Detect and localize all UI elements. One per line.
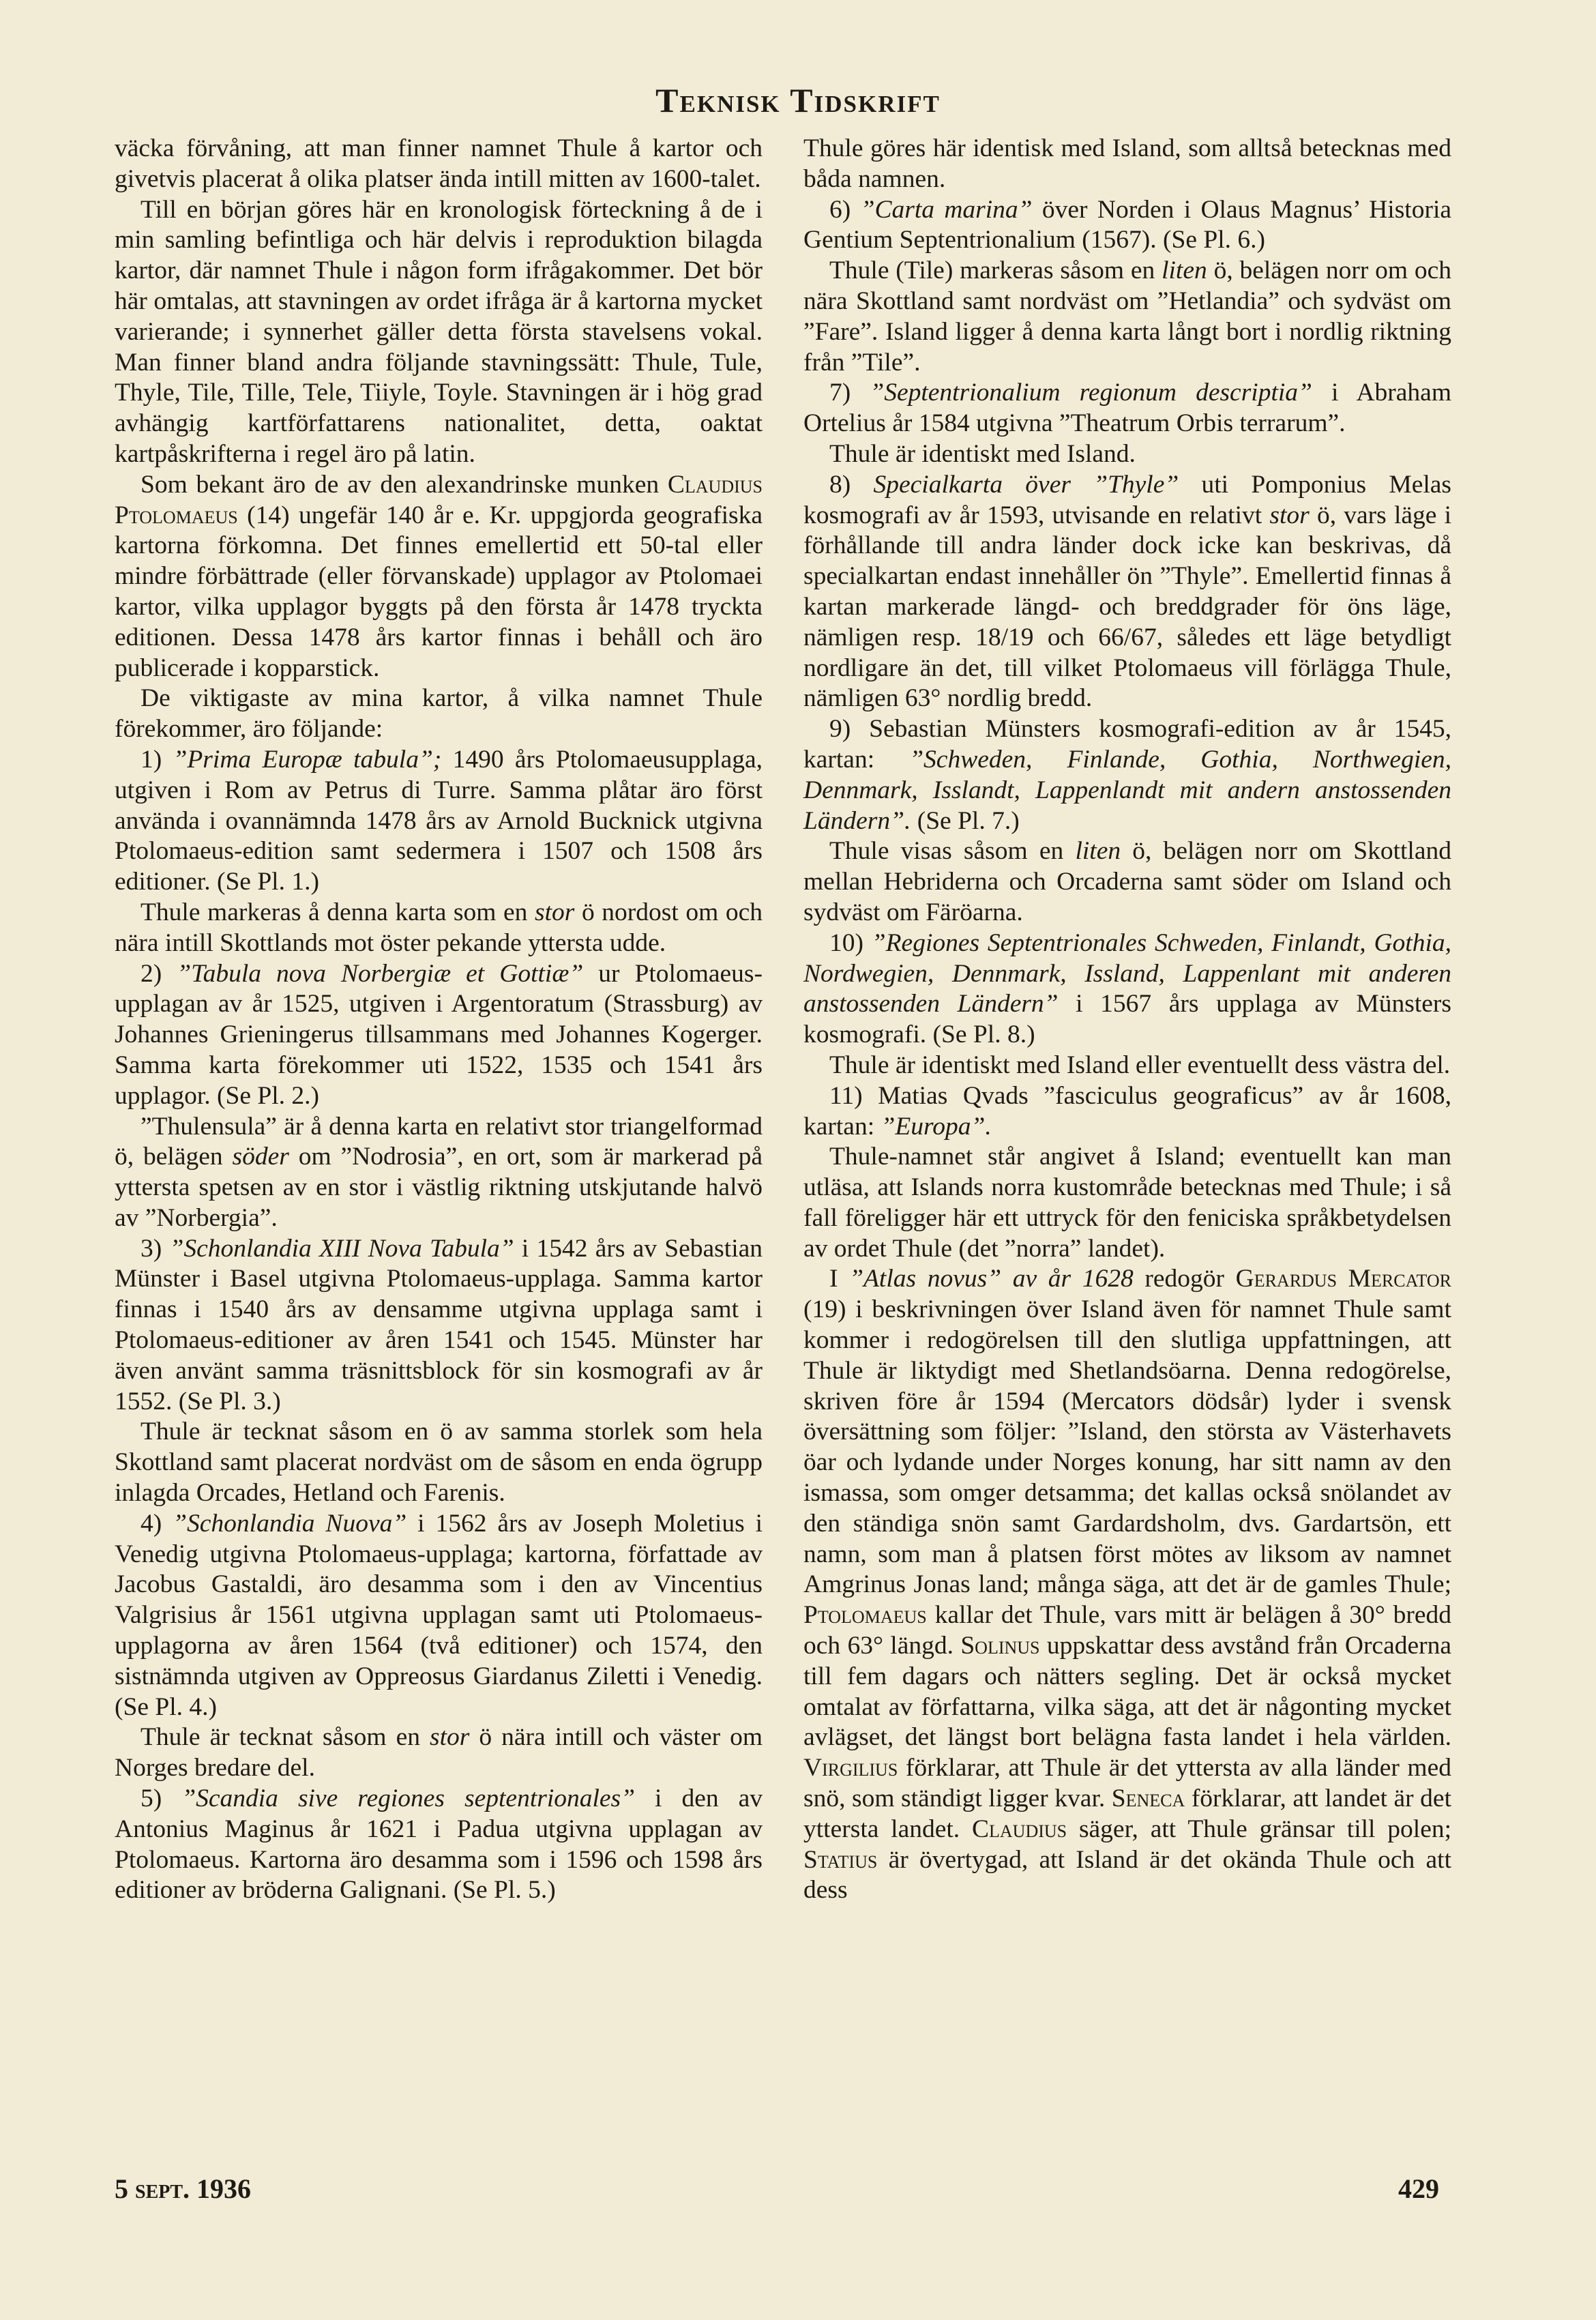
map-description: Thule markeras å denna karta som en stor ö nordost om och nära intill Skottlands mot öster pekande yttersta udde. [115, 898, 763, 957]
map-item: 1) ”Prima Europæ tabula”; 1490 års Ptolomaeusupplaga, utgiven i Rom av Petrus di Turre. Samma plåtar äro först använda i ovannämnda 1478 års av Arnold Bucknick utgivna Ptolomaeus-edition samt sedermera i 1507 och 1508 års editioner. (Se Pl. 1.) [115, 745, 763, 896]
author-name: Claudius [972, 1815, 1067, 1843]
map-title: ”Tabula nova Norbergiæ et Gottiæ” [177, 959, 584, 988]
map-item: 4) ”Schonlandia Nuova” i 1562 års av Joseph Moletius i Venedig utgivna Ptolomaeus-upplaga; kartorna, författade av Jacobus Gastaldi, äro desamma som i den av Vincentius Valgrisius år 1561 utgivna upplagan samt uti Ptolomaeus-upplagorna av åren 1564 (två editioner) och 1574, den sistnämnda utgiven av Oppreosus Giardanus Ziletti i Venedig. (Se Pl. 4.) [115, 1509, 763, 1721]
map-item: 11) Matias Qvads ”fasciculus geograficus” av år 1608, kartan: ”Europa”. [803, 1081, 1451, 1141]
map-title: ”Schweden, Finlande, Gothia, Northwegien, Dennmark, Isslandt, Lappenlandt mit andern anstossenden Ländern”. [803, 745, 1452, 835]
left-column [115, 134, 763, 1906]
map-title: ”Regiones Septentrionales Schweden, Finlandt, Gothia, Nordwegien, Dennmark, Issland, Lappenlant mit anderen anstossenden Ländern” [803, 928, 1451, 1018]
map-description: Thule är tecknat såsom en ö av samma storlek som hela Skottland samt placerat nordväst om de såsom en enda ögrupp inlagda Orcades, Hetland och Farenis. [115, 1418, 763, 1508]
paragraph: Som bekant äro de av den alexandrinske munken Claudius Ptolomaeus (14) ungefär 140 år e. Kr. uppgjorda geografiska kartorna förkomna. Det finnes emellertid ett 50-tal eller mindre förbättrade (eller förvanskade) upplagor av Ptolomaei kartor, vilka upplagor byggts på den första år 1478 tryckta editionen. Dessa 1478 års kartor finnas i behåll och äro publicerade i kopparstick. [115, 470, 763, 682]
map-description: Thule (Tile) markeras såsom en liten ö, belägen norr om och nära Skottland samt nordväst om ”Hetlandia” och sydväst om ”Fare”. Island ligger å denna karta långt bort i nordlig riktning från ”Tile”. [803, 256, 1452, 377]
journal-header: Teknisk Tidskrift [655, 81, 941, 119]
map-description: Thule är identiskt med Island. [829, 439, 1136, 468]
paragraph: Till en början göres här en kronologisk förteckning å de i min samling befintliga och här delvis i reproduktion bilagda kartor, där namnet Thule i någon form ifrågakommer. Det bör här omtalas, att stavningen av ordet ifråga är å kartorna mycket varierande; i synnerhet gäller detta första stavelsens vokal. Man finner bland andra följande stavningssätt: Thule, Tule, Thyle, Tile, Tille, Tele, Tiiyle, Toyle. Stavningen är i hög grad avhängig kartförfattarens nationalitet, detta, oaktat kartpåskrifterna i regel äro på latin. [115, 195, 763, 468]
map-item: 8) Specialkarta över ”Thyle” uti Pomponius Melas kosmografi av år 1593, utvisande en relativt stor ö, vars läge i förhållande till andra länder dock icke kan beskrivas, då specialkartan endast innehåller ön ”Thyle”. Emellertid finnas å kartan markerade längd- och breddgrader för öns läge, nämligen resp. 18/19 och 66/67, således ett läge betydligt nordligare än det, till vilket Ptolomaeus vill förlägga Thule, nämligen 63° nordlig bredd. [803, 470, 1452, 713]
map-title: ”Schonlandia Nuova” [173, 1509, 407, 1538]
map-item: 3) ”Schonlandia XIII Nova Tabula” i 1542 års av Sebastian Münster i Basel utgivna Ptolomaeus-upplaga. Samma kartor finnas i 1540 års av densamme utgivna upplaga samt i Ptolomaeus-editioner av åren 1541 och 1545. Münster har även använt samma träsnittsblock för sin kosmografi av år 1552. (Se Pl. 3.) [115, 1234, 763, 1415]
author-name: Solinus [960, 1632, 1040, 1660]
author-name: Gerardus Mercator [1235, 1265, 1452, 1293]
map-title: ”Scandia sive regiones septentrionales” [181, 1785, 636, 1813]
map-description: Thule visas såsom en liten ö, belägen norr om Skottland mellan Hebriderna och Orcaderna samt söder om Island och sydväst om Färöarna. [803, 837, 1451, 926]
author-name: Seneca [1111, 1785, 1185, 1813]
map-title: ”Septentrionalium regionum descriptia” [870, 379, 1312, 407]
right-column [803, 134, 1451, 1906]
map-title: ”Europa”. [881, 1112, 992, 1141]
map-item: 2) ”Tabula nova Norbergiæ et Gottiæ” ur Ptolomaeus-upplagan av år 1525, utgiven i Argentoratum (Strassburg) av Johannes Grieningerus tillsammans med Johannes Kogerger. Samma karta förekommer uti 1522, 1535 och 1541 års upplagor. (Se Pl. 2.) [115, 959, 763, 1110]
map-title: ”Prima Europæ tabula”; [173, 745, 442, 774]
paragraph: väcka förvåning, att man finner namnet Thule å kartor och givetvis placerat å olika platser ända intill mitten av 1600-talet. [115, 134, 763, 193]
author-name: Statius [803, 1845, 878, 1874]
map-description: Thule är identiskt med Island eller eventuellt dess västra del. [829, 1051, 1451, 1079]
author-name: Claudius Ptolomaeus [115, 470, 763, 529]
map-description: Thule är tecknat såsom en stor ö nära intill och väster om Norges bredare del. [115, 1723, 763, 1782]
map-item: 5) ”Scandia sive regiones septentrionales” i den av Antonius Maginus år 1621 i Padua utgivna upplagan av Ptolomaeus. Kartorna äro desamma som i 1596 och 1598 års editioner av bröderna Galignani. (Se Pl. 5.) [115, 1785, 763, 1905]
atlas-title: ”Atlas novus” av år 1628 [849, 1265, 1134, 1293]
author-name: Virgilius [803, 1754, 898, 1782]
paragraph: De viktigaste av mina kartor, å vilka namnet Thule förekommer, äro följande: [115, 684, 763, 744]
map-description: ”Thulensula” är å denna karta en relativt stor triangelformad ö, belägen söder om ”Nodrosia”, en ort, som är markerad på yttersta spetsen av en stor i västlig riktning utskjutande halvö av ”Norbergia”. [115, 1112, 763, 1232]
map-item: 7) ”Septentrionalium regionum descriptia” i Abraham Ortelius år 1584 utgivna ”Theatrum Orbis terrarum”. [803, 379, 1451, 438]
map-item: 9) Sebastian Münsters kosmografi-edition av år 1545, kartan: ”Schweden, Finlande, Gothia, Northwegien, Dennmark, Isslandt, Lappenlandt mit andern anstossenden Ländern”. (Se Pl. 7.) [803, 715, 1452, 835]
author-name: Ptolomaeus [803, 1601, 927, 1630]
issue-date: 5 sept. 1936 [115, 2173, 252, 2204]
map-item: 6) ”Carta marina” över Norden i Olaus Magnus’ Historia Gentium Septentrionalium (1567). (Se Pl. 6.) [803, 195, 1452, 254]
map-item: 10) ”Regiones Septentrionales Schweden, Finlandt, Gothia, Nordwegien, Dennmark, Issland, Lappenlant mit anderen anstossenden Ländern” i 1567 års upplaga av Münsters kosmografi. (Se Pl. 8.) [803, 928, 1452, 1049]
page-number: 429 [1398, 2173, 1439, 2204]
paragraph: I ”Atlas novus” av år 1628 redogör Gerardus Mercator (19) i beskrivningen över Island även för namnet Thule samt kommer i redogörelsen till den slutliga uppfattningen, att Thule är liktydigt med Shetlandsöarna. Denna redogörelse, skriven före år 1594 (Mercators dödsår) lyder i svensk översättning som följer: ”Island, den största av Västerhavets öar och lydande under Norges konung, har sitt namn av den ismassa, som omger detsamma; det kallas också snölandet av den ständiga snön samt Gardardsholm, dvs. Gardartsön, ett namn, som man å platsen först mötes av liksom av namnet Amgrinus Jonas land; många säga, att det är de gamles Thule; Ptolomaeus kallar det Thule, vars mitt är belägen å 30° bredd och 63° längd. Solinus uppskattar dess avstånd från Orcaderna till fem dagars och nätters segling. Det är också mycket omtalat av författarna, vilka säga, att det är någonting mycket avlägset, det längst bort belägna fasta landet i hela världen. Virgilius förklarar, att Thule är det yttersta av alla länder med snö, som ständigt ligger kvar. Seneca förklarar, att landet är det yttersta landet. Claudius säger, att Thule gränsar till polen; Statius är övertygad, att Island är det okända Thule och att dess [803, 1265, 1452, 1905]
map-title: ”Schonlandia XIII Nova Tabula” [169, 1234, 514, 1263]
map-description: Thule-namnet står angivet å Island; eventuellt kan man utläsa, att Islands norra kustområde betecknas med Thule; i så fall föreligger här ett uttryck för den feniciska språkbetydelsen av ordet Thule (det ”norra” landet). [803, 1143, 1451, 1263]
paragraph: Thule göres här identisk med Island, som alltså betecknas med båda namnen. [803, 134, 1451, 193]
map-title: Specialkarta över ”Thyle” [873, 470, 1179, 499]
map-title: ”Carta marina” [860, 195, 1033, 224]
